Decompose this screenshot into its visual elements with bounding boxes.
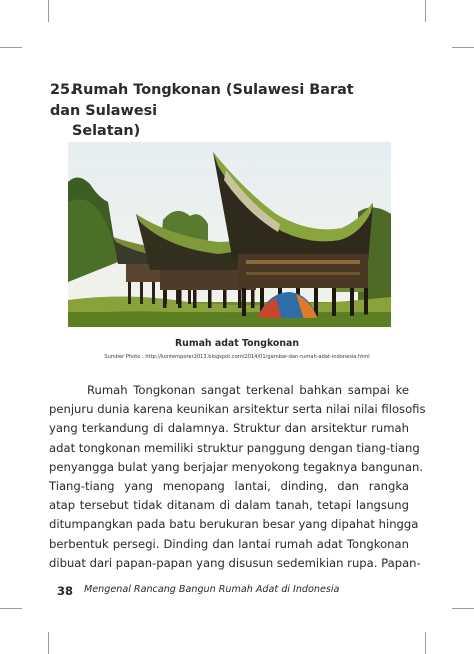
section-title-line1: Rumah Tongkonan (Sulawesi Barat dan Sulawesi [50, 82, 354, 119]
text-line: Tiang-tiang yang menopang lantai, dinding, dan rangka [49, 479, 409, 494]
text-line: berbentuk persegi. Dinding dan lantai rumah adat Tongkonan [49, 536, 409, 551]
crop-mark [452, 47, 474, 48]
crop-mark [425, 0, 426, 22]
text-line: Rumah Tongkonan sangat terkenal bahkan sampai ke [87, 383, 409, 397]
crop-mark [452, 608, 474, 609]
text-line: penyangga bulat yang berjajar menyokong tegaknya bangunan. [49, 459, 424, 474]
tongkonan-photo [68, 142, 391, 327]
page-number: 38 [57, 584, 74, 598]
text-line: yang terkandung di dalamnya. Struktur dan arsitektur rumah [49, 421, 409, 436]
running-footer-title: Mengenal Rancang Bangun Rumah Adat di Indonesia [84, 584, 340, 595]
text-line: atap tersebut tidak ditanam di dalam tanah, tetapi langsung [49, 498, 409, 513]
crop-mark [0, 608, 22, 609]
section-number: 25. [50, 82, 76, 98]
text-line: dibuat dari papan-papan yang disusun sedemikian rupa. Papan- [49, 555, 421, 570]
figure-caption: Rumah adat Tongkonan [174, 338, 300, 349]
text-line: ditumpangkan pada batu berukuran besar yang dipahat hingga [49, 517, 419, 532]
crop-mark [0, 47, 22, 48]
text-line: penjuru dunia karena keunikan arsitektur serta nilai nilai filosofis [49, 402, 426, 417]
section-title-line2: Selatan) [72, 123, 141, 139]
text-line: adat tongkonan memiliki struktur panggung dengan tiang-tiang [49, 440, 420, 455]
body-paragraph [49, 381, 426, 573]
photo-source: Sumber Photo : http://kontemporer2013.blogspot.com/2014/01/gambar-dan-rumah-adat-indonesia.html [104, 354, 370, 360]
crop-mark [425, 632, 426, 654]
crop-mark [48, 632, 49, 654]
section-heading [50, 80, 380, 142]
crop-mark [48, 0, 49, 22]
